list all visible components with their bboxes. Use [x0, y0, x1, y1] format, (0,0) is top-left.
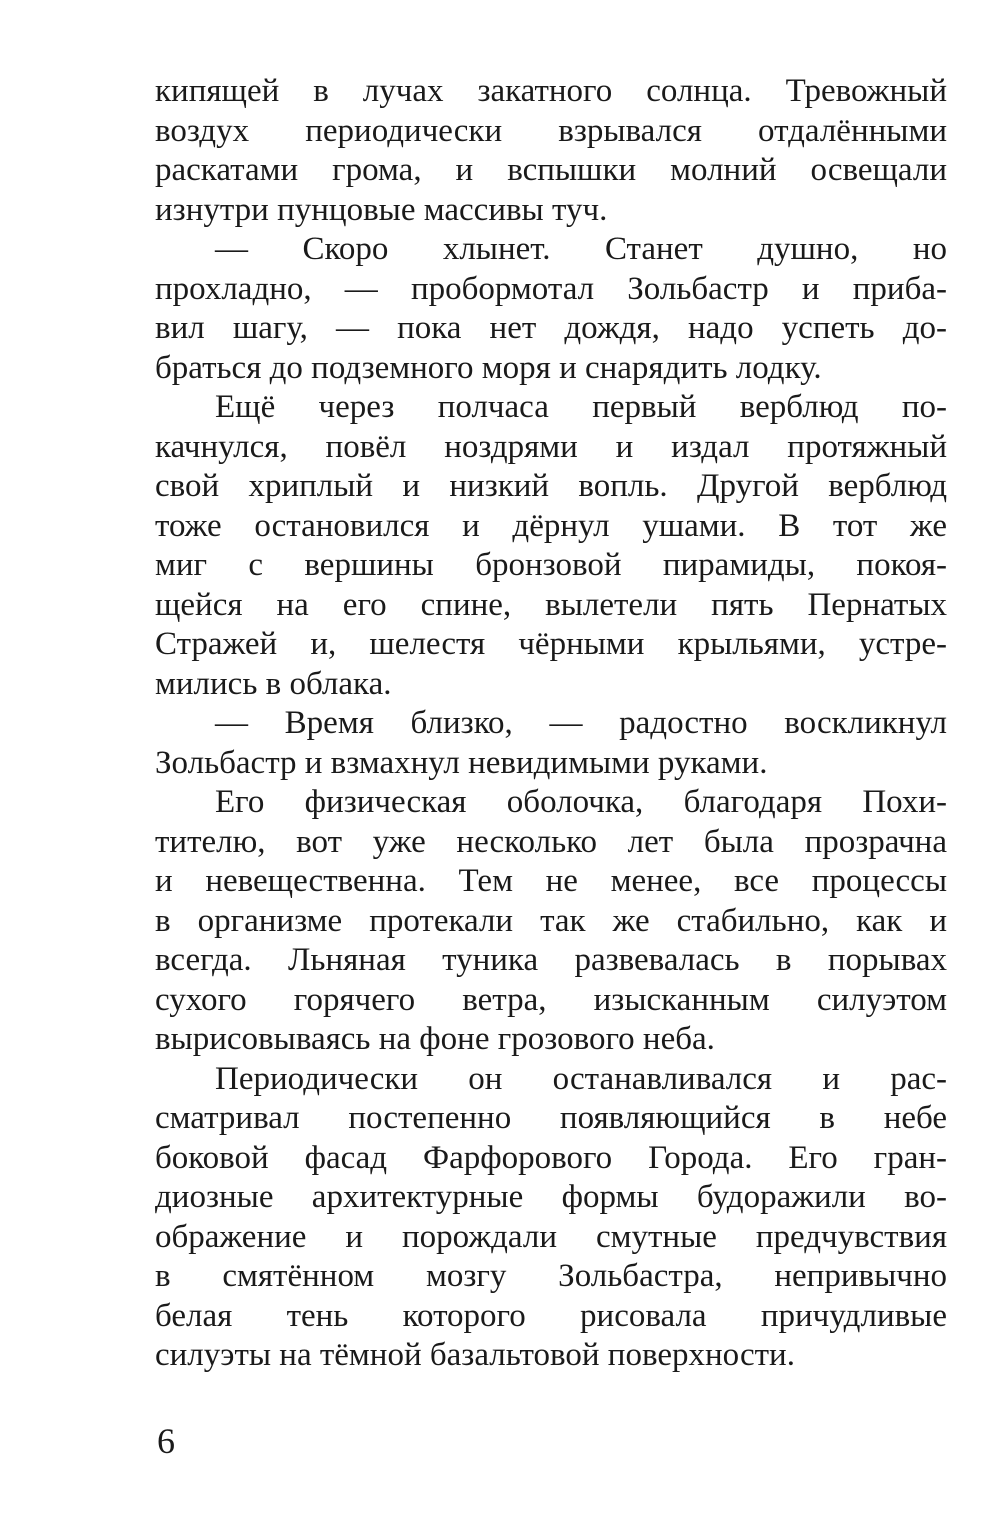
text-line: свой хриплый и низкий вопль. Другой верблюд [155, 468, 947, 504]
paragraph [155, 704, 947, 783]
text-line: в организме протекали так же стабильно, как и [155, 902, 947, 939]
text-line: силуэты на тёмной базальтовой поверхности. [155, 1337, 795, 1373]
text-line: браться до подземного моря и снарядить лодку. [155, 349, 822, 386]
text-line: тоже остановился и дёрнул ушами. В тот же [155, 507, 947, 544]
text-line: диозные архитектурные формы будоражили во- [155, 1179, 947, 1215]
text-line: в смятённом мозгу Зольбастра, непривычно [155, 1258, 947, 1294]
text-line: воздух периодически взрывался отдалёнными [155, 112, 947, 149]
text-line: качнулся, повёл ноздрями и издал протяжный [155, 428, 947, 465]
text-line: — Скоро хлынет. Станет душно, но [215, 231, 947, 267]
text-line: сухого горячего ветра, изысканным силуэтом [155, 981, 947, 1018]
paragraph [155, 230, 947, 388]
text-line: всегда. Льняная туника развевалась в порывах [155, 942, 947, 978]
paragraph [155, 388, 947, 704]
text-line: вырисовываясь на фоне грозового неба. [155, 1021, 715, 1057]
text-line: мились в облака. [155, 665, 392, 702]
text-line: Зольбастр и взмахнул невидимыми руками. [155, 744, 768, 781]
text-line: ображение и порождали смутные предчувствия [155, 1218, 947, 1255]
text-line: боковой фасад Фарфорового Города. Его гран- [155, 1139, 947, 1176]
text-line: кипящей в лучах закатного солнца. Тревожный [155, 73, 947, 109]
text-line: раскатами грома, и вспышки молний освещали [155, 152, 947, 188]
text-line: сматривал постепенно появляющийся в небе [155, 1100, 947, 1136]
text-line: тителю, вот уже несколько лет была прозрачна [155, 823, 947, 860]
text-line: прохладно, — пробормотал Зольбастр и приба- [155, 270, 947, 307]
text-line: Его физическая оболочка, благодаря Похи- [215, 784, 947, 820]
text-line: щейся на его спине, вылетели пять Пернатых [155, 586, 947, 623]
text-line: изнутри пунцовые массивы туч. [155, 191, 608, 228]
page-number: 6 [157, 1421, 175, 1461]
text-line: вил шагу, — пока нет дождя, надо успеть до- [155, 310, 947, 346]
text-line: Периодически он останавливался и рас- [215, 1060, 947, 1097]
paragraph [155, 783, 947, 1060]
text-line: миг с вершины бронзовой пирамиды, покоя- [155, 547, 947, 583]
page-body-text [155, 72, 947, 1376]
paragraph [155, 72, 947, 230]
text-line: — Время близко, — радостно воскликнул [215, 705, 947, 741]
text-line: Ещё через полчаса первый верблюд по- [215, 389, 947, 425]
paragraph [155, 1060, 947, 1376]
text-line: Стражей и, шелестя чёрными крыльями, устре- [155, 626, 947, 662]
text-line: белая тень которого рисовала причудливые [155, 1297, 947, 1334]
text-line: и невещественна. Тем не менее, все процессы [155, 863, 947, 899]
